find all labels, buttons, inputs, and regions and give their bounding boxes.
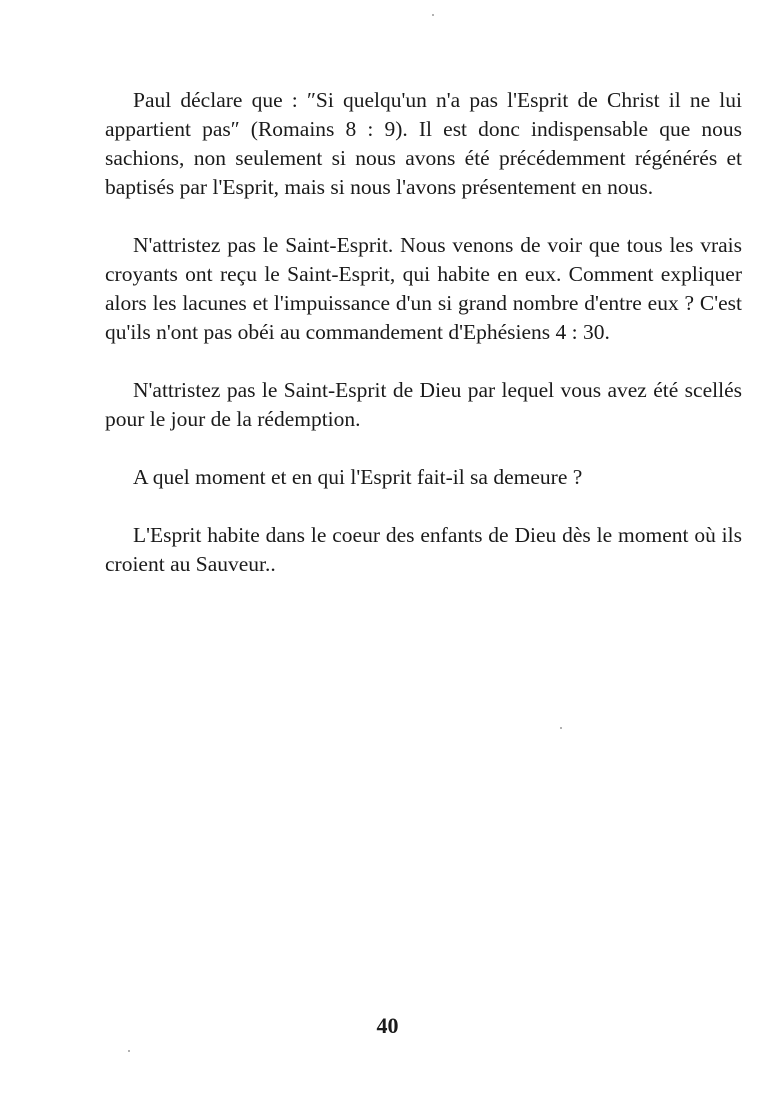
paragraph-attristez-intro: N'attristez pas le Saint-Esprit. Nous venons de voir que tous les vrais croyants ont reçu le Saint-Esprit, qui habite en eux. Comment expliquer alors les lacunes et l'impuissance d'un si grand nombre d'entre eux ? C'est qu'ils n'ont pas obéi au commandement d'Ephésiens 4 : 30. [105,233,742,344]
paragraph-answer: L'Esprit habite dans le coeur des enfants de Dieu dès le moment où ils croient au Sauveur.. [105,523,742,576]
paragraph-ephesiens-quote: N'attristez pas le Saint-Esprit de Dieu par lequel vous avez été scellés pour le jour de la rédemption. [105,378,742,431]
paragraph-question: A quel moment et en qui l'Esprit fait-il sa demeure ? [133,465,583,489]
page-number: 40 [376,1013,399,1038]
paragraph-romains: Paul déclare que : ″Si quelqu'un n'a pas l'Esprit de Christ il ne lui appartient pas″ (Romains 8 : 9). Il est donc indispensable que nous sachions, non seulement si nous avons été précédemment régénérés et baptisés par l'Esprit, mais si nous l'avons présentement en nous. [105,88,742,199]
scan-speck [560,727,562,729]
body-text [105,86,742,579]
scan-speck [432,14,434,16]
scan-speck [128,1050,130,1052]
